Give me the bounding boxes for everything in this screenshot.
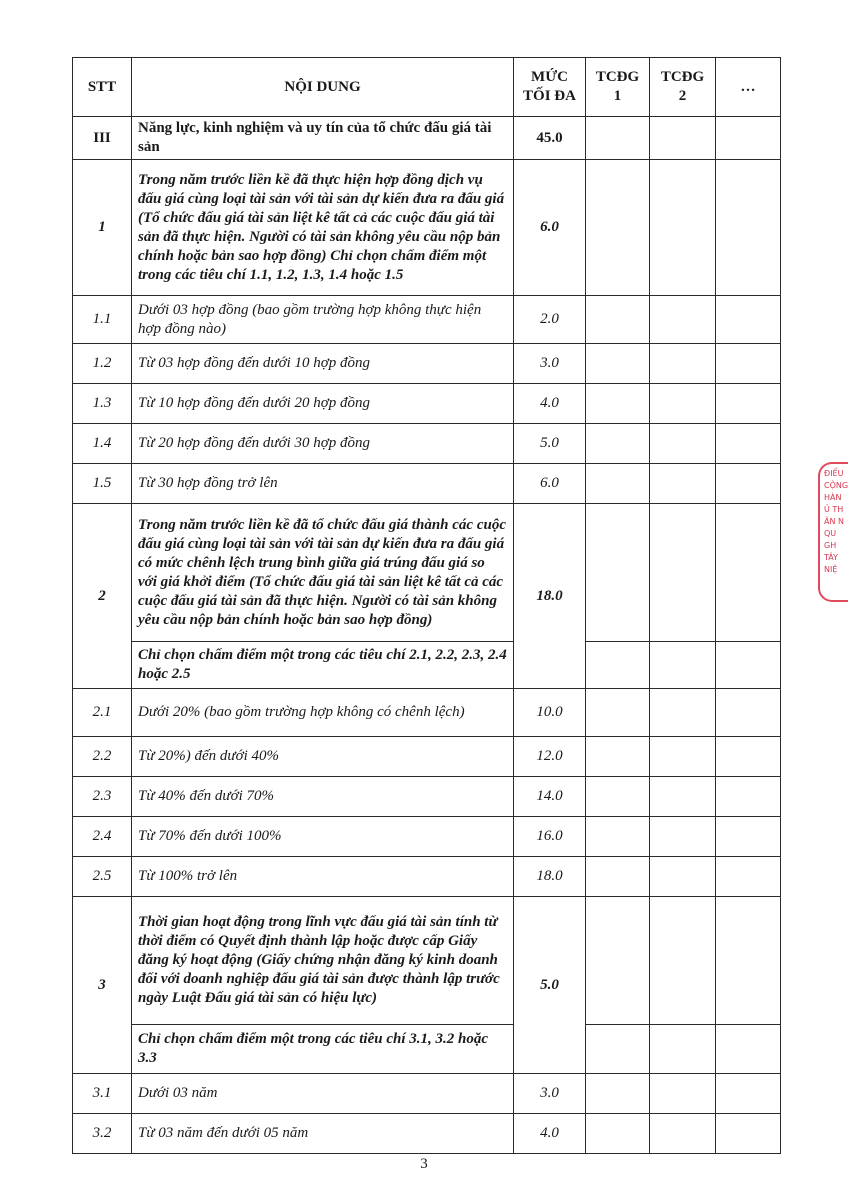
score-cell [586,464,650,504]
score-cell [650,117,716,160]
score-cell [650,689,716,737]
score-cell [650,160,716,296]
row-content: Từ 40% đến dưới 70% [132,777,514,817]
row-sub-content: Chỉ chọn chấm điểm một trong các tiêu chí 2.1, 2.2, 2.3, 2.4 hoặc 2.5 [132,642,514,689]
row-content: Từ 10 hợp đồng đến dưới 20 hợp đồng [132,384,514,424]
score-cell [650,857,716,897]
table-header-row [73,58,781,117]
row-stt: 2 [73,504,132,689]
score-cell [716,296,781,344]
table-row [73,384,781,424]
row-max-score: 3.0 [514,344,586,384]
table-row [73,1025,781,1074]
page-number: 3 [420,1156,428,1172]
score-cell [716,384,781,424]
scoring-table [72,57,781,1154]
row-max-score: 18.0 [514,857,586,897]
row-max-score: 14.0 [514,777,586,817]
score-cell [586,1025,650,1074]
table-row [73,464,781,504]
row-max-score: 45.0 [514,117,586,160]
score-cell [586,897,650,1025]
score-cell [586,689,650,737]
score-cell [716,689,781,737]
row-stt: 3.1 [73,1074,132,1114]
score-cell [716,857,781,897]
row-content: Từ 03 năm đến dưới 05 năm [132,1114,514,1154]
score-cell [586,857,650,897]
score-cell [716,117,781,160]
table-row [73,1074,781,1114]
score-cell [716,1114,781,1154]
row-stt: 2.5 [73,857,132,897]
table-row [73,897,781,1025]
score-cell [586,1074,650,1114]
table-row [73,689,781,737]
row-content: Năng lực, kinh nghiệm và uy tín của tổ chức đấu giá tài sản [132,117,514,160]
row-stt: 1.5 [73,464,132,504]
row-sub-content: Chỉ chọn chấm điểm một trong các tiêu chí 3.1, 3.2 hoặc 3.3 [132,1025,514,1074]
score-cell [650,464,716,504]
score-cell [716,642,781,689]
score-cell [586,117,650,160]
score-cell [650,384,716,424]
score-cell [586,296,650,344]
score-cell [586,424,650,464]
row-stt: 3 [73,897,132,1074]
row-stt: 2.2 [73,737,132,777]
row-content: Dưới 20% (bao gồm trường hợp không có chênh lệch) [132,689,514,737]
score-cell [716,1025,781,1074]
score-cell [650,296,716,344]
score-cell [650,1114,716,1154]
row-stt: 1.3 [73,384,132,424]
score-cell [586,344,650,384]
table-row [73,737,781,777]
row-stt: 1 [73,160,132,296]
score-cell [650,777,716,817]
score-cell [716,737,781,777]
row-max-score: 18.0 [514,504,586,689]
table-row [73,424,781,464]
table-row [73,817,781,857]
score-cell [716,1074,781,1114]
score-cell [650,424,716,464]
row-stt: 3.2 [73,1114,132,1154]
table-row [73,160,781,296]
row-content: Từ 20 hợp đồng đến dưới 30 hợp đồng [132,424,514,464]
score-cell [586,642,650,689]
score-cell [650,504,716,642]
table-row [73,642,781,689]
table-row [73,344,781,384]
score-cell [716,464,781,504]
score-cell [650,1074,716,1114]
header-tcdg-1: TCĐG 1 [586,58,650,117]
score-cell [650,737,716,777]
table-row [73,296,781,344]
row-stt: 2.1 [73,689,132,737]
header-stt: STT [73,58,132,117]
row-content: Trong năm trước liền kề đã thực hiện hợp đồng dịch vụ đấu giá cùng loại tài sản với tài sản dự kiến đưa ra đấu giá (Tổ chức đấu giá tài sản liệt kê tất cả các cuộc đấu giá tài sản đã thực hiện. Người có tài sản không yêu cầu nộp bản chính hoặc bản sao hợp đồng) Chỉ chọn chấm điểm một trong các tiêu chí 1.1, 1.2, 1.3, 1.4 hoặc 1.5 [132,160,514,296]
row-content: Từ 20%) đến dưới 40% [132,737,514,777]
score-cell [716,344,781,384]
header-more: … [716,58,781,117]
row-max-score: 3.0 [514,1074,586,1114]
score-cell [650,344,716,384]
row-max-score: 2.0 [514,296,586,344]
score-cell [586,160,650,296]
row-content: Từ 70% đến dưới 100% [132,817,514,857]
table-row [73,117,781,160]
score-cell [716,504,781,642]
row-max-score: 4.0 [514,384,586,424]
score-cell [586,817,650,857]
score-cell [716,160,781,296]
row-max-score: 10.0 [514,689,586,737]
row-content: Từ 30 hợp đồng trở lên [132,464,514,504]
row-max-score: 16.0 [514,817,586,857]
row-max-score: 5.0 [514,897,586,1074]
header-max-score: MỨC TỐI ĐA [514,58,586,117]
row-content: Từ 03 hợp đồng đến dưới 10 hợp đồng [132,344,514,384]
row-stt: 1.2 [73,344,132,384]
row-max-score: 5.0 [514,424,586,464]
row-stt: III [73,117,132,160]
score-cell [650,817,716,857]
table-row [73,777,781,817]
score-cell [586,1114,650,1154]
score-cell [716,777,781,817]
header-tcdg-2: TCĐG 2 [650,58,716,117]
row-max-score: 6.0 [514,464,586,504]
row-content: Dưới 03 hợp đồng (bao gồm trường hợp không thực hiện hợp đồng nào) [132,296,514,344]
score-cell [716,897,781,1025]
row-stt: 1.4 [73,424,132,464]
header-content: NỘI DUNG [132,58,514,117]
score-cell [716,817,781,857]
score-cell [586,737,650,777]
row-max-score: 4.0 [514,1114,586,1154]
row-content: Trong năm trước liền kề đã tổ chức đấu giá thành các cuộc đấu giá cùng loại tài sản với tài sản dự kiến đưa ra đấu giá có mức chênh lệch trung bình giữa giá trúng đấu giá so với giá khởi điểm (Tổ chức đấu giá tài sản liệt kê tất cả các cuộc đấu giá tài sản đã thực hiện. Người có tài sản không yêu cầu nộp bản chính hoặc bản sao hợp đồng) [132,504,514,642]
score-cell [586,504,650,642]
score-cell [650,1025,716,1074]
row-stt: 1.1 [73,296,132,344]
score-cell [586,384,650,424]
score-cell [650,642,716,689]
score-cell [650,897,716,1025]
score-cell [716,424,781,464]
row-content: Từ 100% trở lên [132,857,514,897]
row-stt: 2.4 [73,817,132,857]
row-max-score: 6.0 [514,160,586,296]
score-cell [586,777,650,817]
row-max-score: 12.0 [514,737,586,777]
table-row [73,857,781,897]
red-seal-stamp: ĐIỂU CỘNG HÀN Ủ TH ÂN N QU GH TÂY NIỆ [818,462,848,602]
row-stt: 2.3 [73,777,132,817]
row-content: Thời gian hoạt động trong lĩnh vực đấu giá tài sản tính từ thời điểm có Quyết định thành lập hoặc được cấp Giấy đăng ký hoạt động (Giấy chứng nhận đăng ký kinh doanh đối với doanh nghiệp đấu giá tài sản được thành lập trước ngày Luật Đấu giá tài sản có hiệu lực) [132,897,514,1025]
table-row [73,504,781,642]
row-content: Dưới 03 năm [132,1074,514,1114]
table-row [73,1114,781,1154]
